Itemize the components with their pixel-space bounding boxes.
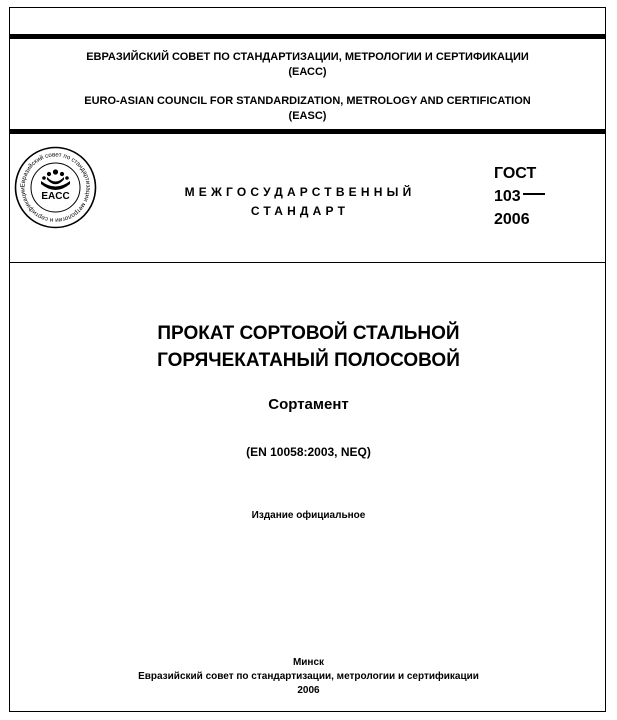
- gost-dash: [523, 193, 545, 195]
- council-ru-name: ЕВРАЗИЙСКИЙ СОВЕТ ПО СТАНДАРТИЗАЦИИ, МЕТРОЛОГИИ И СЕРТИФИКАЦИИ: [86, 51, 529, 63]
- footer-publisher: Евразийский совет по стандартизации, метрологии и сертификации: [138, 671, 479, 682]
- footer-year: 2006: [297, 685, 320, 696]
- logo-ring-text: Евразийский совет по стандартизации метрологии и сертификации: [19, 151, 92, 224]
- edition-note: Издание официальное: [251, 510, 366, 521]
- footer-city: Минск: [292, 657, 325, 668]
- header-divider: [10, 262, 605, 263]
- gost-label: ГОСТ: [494, 165, 537, 182]
- middle-rule: [10, 129, 605, 134]
- standard-type-line2: СТАНДАРТ: [250, 204, 350, 218]
- title-line2: ГОРЯЧЕКАТАНЫЙ ПОЛОСОВОЙ: [157, 350, 460, 371]
- council-en: [10, 94, 605, 124]
- gost-year: 2006: [494, 211, 530, 228]
- council-en-name: EURO-ASIAN COUNCIL FOR STANDARDIZATION, METROLOGY AND CERTIFICATION: [84, 95, 531, 107]
- top-rule: [10, 34, 605, 39]
- logo-label: EACC: [41, 191, 70, 202]
- council-en-abbr: (EASC): [288, 110, 327, 122]
- standard-reference: (EN 10058:2003, NEQ): [246, 445, 371, 459]
- document-title: [0, 320, 617, 374]
- footer: [0, 656, 617, 698]
- gost-number: 103: [494, 188, 521, 205]
- title-line1: ПРОКАТ СОРТОВОЙ СТАЛЬНОЙ: [157, 323, 460, 344]
- standard-type: [160, 183, 440, 221]
- document-subtitle: Сортамент: [268, 396, 349, 413]
- council-ru-abbr: (ЕАСС): [288, 66, 327, 78]
- gost-designation: [494, 162, 545, 231]
- council-ru: [10, 50, 605, 80]
- logo-emblem-icon: [41, 169, 70, 190]
- standard-type-line1: МЕЖГОСУДАРСТВЕННЫЙ: [184, 185, 416, 199]
- eacc-logo: [14, 146, 97, 229]
